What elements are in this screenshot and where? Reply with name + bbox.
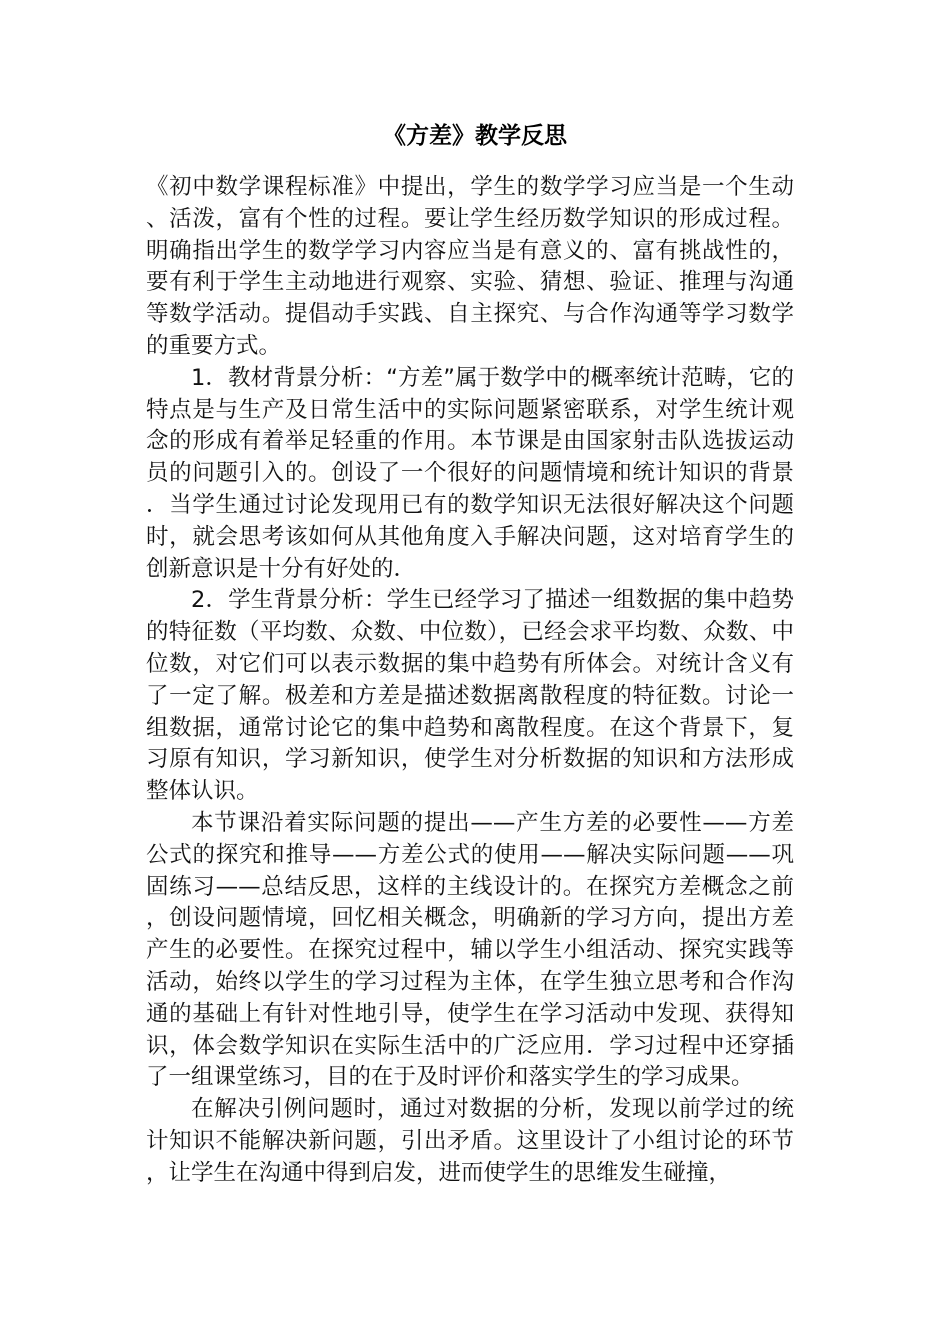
paragraph-student-background: 2．学生背景分析：学生已经学习了描述一组数据的集中趋势的特征数（平均数、众数、中位数），已经会求平均数、众数、中位数，对它们可以表示数据的集中趋势有所体会。对统计含义有了一定了解。极差和方差是描述数据离散程度的特征数。讨论一组数据，通常讨论它的集中趋势和离散程度。在这个背景下，复习原有知识，学习新知识，使学生对分析数据的知识和方法形成整体认识。 — [146, 587, 794, 805]
document-title: 《方差》教学反思 — [383, 123, 567, 149]
paragraph-textbook-background: 1．教材背景分析：“方差”属于数学中的概率统计范畴，它的特点是与生产及日常生活中的实际问题紧密联系，对学生统计观念的形成有着举足轻重的作用。本节课是由国家射击队选拔运动员的问题引入的。创设了一个很好的问题情境和统计知识的背景．当学生通过讨论发现用已有的数学知识无法很好解决这个问题时，就会思考该如何从其他角度入手解决问题，这对培育学生的创新意识是十分有好处的． — [146, 364, 794, 582]
paragraph-lesson-design: 本节课沿着实际问题的提出——产生方差的必要性——方差公式的探究和推导——方差公式的使用——解决实际问题——巩固练习——总结反思，这样的主线设计的。在探究方差概念之前，创设问题情境，回忆相关概念，明确新的学习方向，提出方差产生的必要性。在探究过程中，辅以学生小组活动、探究实践等活动，始终以学生的学习过程为主体，在学生独立思考和合作沟通的基础上有针对性地引导，使学生在学习活动中发现、获得知识，体会数学知识在实际生活中的广泛应用．学习过程中还穿插了一组课堂练习，目的在于及时评价和落实学生的学习成果。 — [146, 809, 794, 1091]
paragraph-example-problem: 在解决引例问题时，通过对数据的分析，发现以前学过的统计知识不能解决新问题，引出矛盾。这里设计了小组讨论的环节，让学生在沟通中得到启发，进而使学生的思维发生碰撞， — [146, 1096, 794, 1186]
paragraph-intro: 《初中数学课程标准》中提出，学生的数学学习应当是一个生动、活泼，富有个性的过程。要让学生经历数学知识的形成过程。明确指出学生的数学学习内容应当是有意义的、富有挑战性的，要有利于学生主动地进行观察、实验、猜想、验证、推理与沟通等数学活动。提倡动手实践、自主探究、与合作沟通等学习数学的重要方式。 — [146, 174, 794, 359]
document-body — [146, 172, 794, 1190]
